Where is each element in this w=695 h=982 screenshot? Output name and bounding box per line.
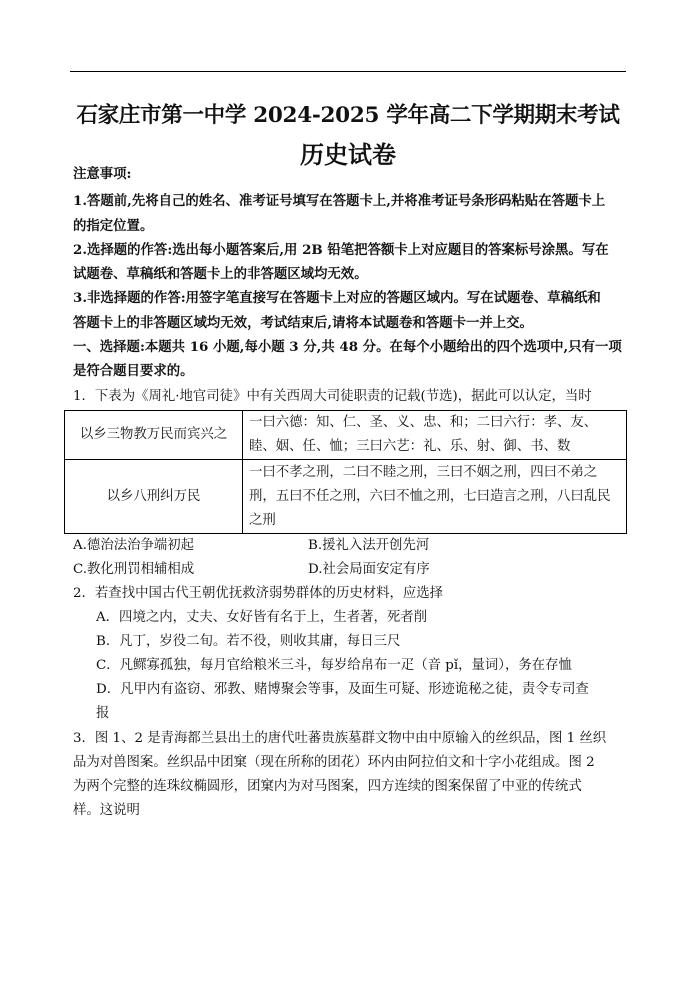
question-3-line-1: 3．图 1、2 是青海都兰县出土的唐代吐蕃贵族墓群文物中由中原输入的丝织品，图 1 丝织 [73,731,607,746]
question-2-option-d-cont: 报 [96,706,110,721]
exam-subtitle: 历史试卷 [300,140,396,169]
question-1-option-d: D.社会局面安定有序 [308,562,430,577]
question-1-option-a: A.德治法治争端初起 [73,538,195,553]
table-row-label: 以乡八刑纠万民 [65,460,243,534]
header-rule [70,71,626,72]
notice-heading: 注意事项: [73,166,132,182]
exam-title: 石家庄市第一中学 2024-2025 学年高二下学期期末考试 [76,103,620,128]
notice-item-3-cont: 答题卡上的非答题区域均无效，考试结束后,请将本试题卷和答题卡一并上交。 [73,315,533,331]
question-1-table [64,410,627,534]
question-3-line-2: 品为对兽图案。丝织品中团窠（现在所称的团花）环内由阿拉伯文和十字小花组成。图 2 [73,755,595,770]
question-3-line-3: 为两个完整的连珠纹椭圆形，团窠内为对马图案，四方连续的图案保留了中亚的传统式 [73,779,582,794]
notice-item-2-cont: 试题卷、草稿纸和答题卡上的非答题区域均无效。 [73,266,368,282]
table-row [65,411,627,460]
question-2-option-b: B．凡丁，岁役二旬。若不役，则收其庸，每日三尺 [96,634,401,649]
question-2-stem: 2．若查找中国古代王朝优抚救济弱势群体的历史材料，应选择 [73,586,444,601]
notice-item-3: 3.非选择题的作答:用签字笔直接写在答题卡上对应的答题区域内。写在试题卷、草稿纸和 [73,290,601,306]
notice-item-1: 1.答题前,先将自己的姓名、准考证号填写在答题卡上,并将准考证号条形码粘贴在答题卡上 [73,193,606,209]
question-1-option-b: B.援礼入法开创先河 [308,538,430,553]
section-heading-cont: 是符合题目要求的。 [73,363,194,379]
question-1-option-c: C.教化刑罚相辅相成 [73,562,195,577]
table-row-label: 以乡三物教万民而宾兴之 [65,411,243,460]
notice-item-1-cont: 的指定位置。 [73,218,154,234]
table-row [65,460,627,534]
table-row-content: 一曰不孝之刑，二曰不睦之刑，三曰不姻之刑，四曰不弟之刑，五曰不任之刑，六曰不恤之刑，七曰造言之刑，八曰乱民之刑 [243,460,627,534]
question-1-stem: 1．下表为《周礼·地官司徒》中有关西周大司徒职责的记载(节选)，据此可以认定，当时 [73,389,592,404]
table-row-content: 一曰六德：知、仁、圣、义、忠、和；二曰六行：孝、友、睦、姻、任、恤；三曰六艺：礼、乐、射、御、书、数 [243,411,627,460]
question-3-line-4: 样。这说明 [73,803,140,818]
section-heading: 一、选择题:本题共 16 小题,每小题 3 分,共 48 分。在每个小题给出的四个选项中,只有一项 [73,339,622,355]
question-2-option-a: A．四境之内，丈夫、女好皆有名于上，生者著，死者削 [96,610,428,625]
question-2-option-d: D．凡甲内有盗窃、邪教、赌博聚会等事，及面生可疑、形迹诡秘之徒，责令专司查 [96,682,589,697]
notice-item-2: 2.选择题的作答:选出每小题答案后,用 2B 铅笔把答额卡上对应题目的答案标号涂黑。写在 [73,242,609,258]
question-2-option-c: C．凡鳏寡孤独，每月官给粮米三斗，每岁给帛布一疋（音 pǐ，量词），务在存恤 [96,658,572,673]
